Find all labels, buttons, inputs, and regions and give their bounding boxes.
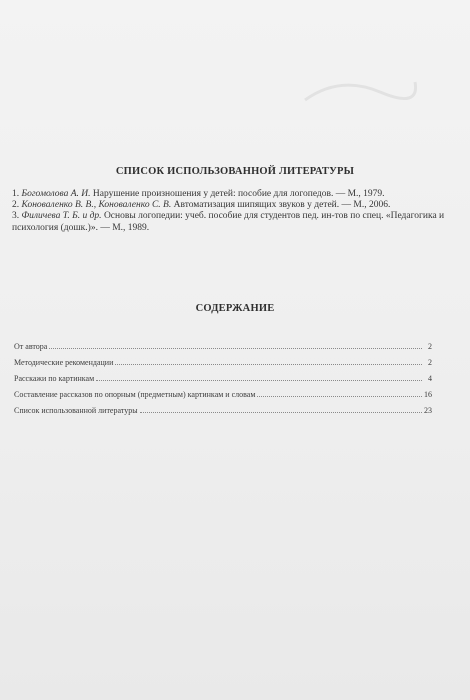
toc-entry[interactable] bbox=[14, 351, 432, 367]
toc-page-number: 4 bbox=[428, 374, 432, 383]
toc-page-number: 16 bbox=[424, 390, 432, 399]
toc-leader-dots bbox=[96, 380, 422, 381]
reference-list bbox=[12, 189, 462, 234]
toc-page-number: 2 bbox=[428, 342, 432, 351]
toc-entry[interactable] bbox=[14, 367, 432, 383]
toc-page-number: 2 bbox=[428, 358, 432, 367]
toc-entry[interactable] bbox=[14, 383, 432, 399]
toc-leader-dots bbox=[115, 364, 422, 365]
reference-item: 3. Филичева Т. Б. и др. Основы логопедии: учеб. пособие для студентов пед. ин-тов по спец. «Педагогика и психология (дошк.)». — М., 1989. bbox=[12, 211, 445, 233]
toc-entry-title: Методические рекомендации bbox=[14, 358, 114, 367]
reference-author: Богомолова А. И. bbox=[21, 189, 91, 199]
bleed-through-mark bbox=[300, 70, 420, 110]
reference-item: 2. Коноваленко В. В., Коноваленко С. В. Автоматизация шипящих звуков у детей. — М., 2006. bbox=[12, 200, 391, 211]
toc-entry-title: Составление рассказов по опорным (предметным) картинкам и словам bbox=[14, 390, 256, 399]
reference-author: Филичева Т. Б. и др. bbox=[21, 211, 102, 222]
toc-leader-dots bbox=[257, 396, 422, 397]
table-of-contents bbox=[14, 335, 432, 415]
literature-heading: СПИСОК ИСПОЛЬЗОВАННОЙ ЛИТЕРАТУРЫ bbox=[115, 166, 355, 177]
toc-entry-title: От автора bbox=[14, 342, 48, 351]
toc-leader-dots bbox=[140, 412, 422, 413]
reference-author: Коноваленко В. В., Коноваленко С. В. bbox=[21, 200, 172, 211]
toc-entry[interactable] bbox=[14, 335, 432, 351]
reference-item: 1. Богомолова А. И. Нарушение произношения у детей: пособие для логопедов. — М., 1979. bbox=[12, 189, 385, 199]
toc-leader-dots bbox=[49, 348, 422, 349]
toc-entry[interactable] bbox=[14, 399, 432, 415]
contents-heading: СОДЕРЖАНИЕ bbox=[195, 303, 275, 314]
toc-page-number: 23 bbox=[424, 406, 432, 415]
toc-entry-title: Список использованной литературы bbox=[14, 406, 138, 415]
toc-entry-title: Расскажи по картинкам bbox=[14, 374, 95, 383]
